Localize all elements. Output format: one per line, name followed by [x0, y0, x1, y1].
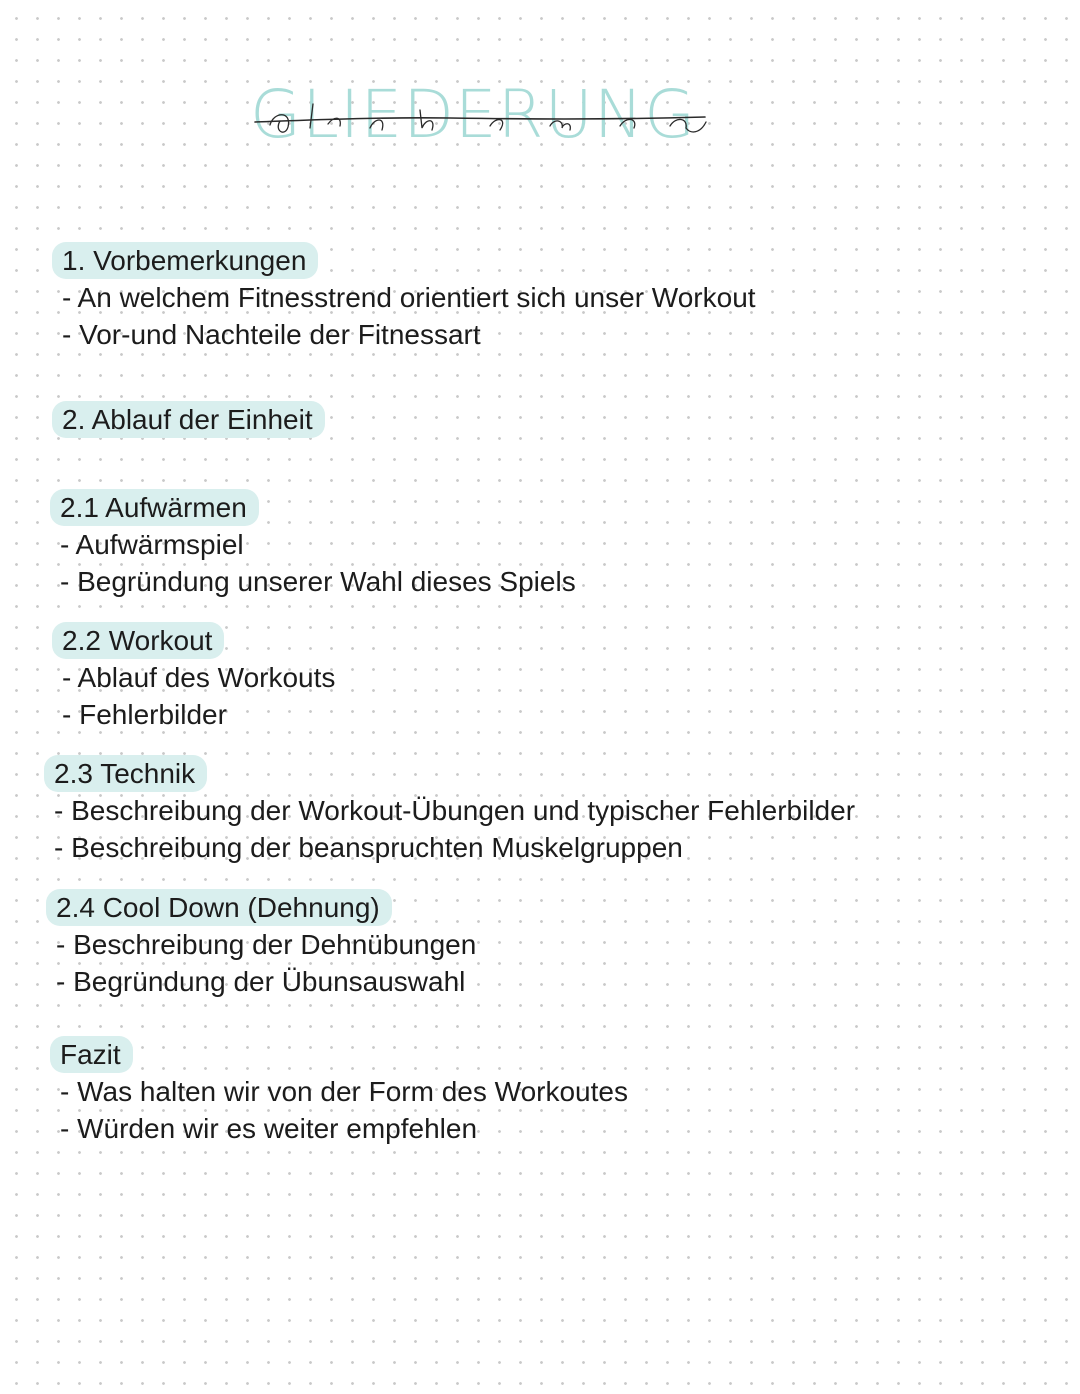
section-heading: 1. Vorbemerkungen	[52, 242, 318, 279]
list-item: - Beschreibung der beanspruchten Muskelgruppen	[54, 832, 683, 863]
list-item: - Beschreibung der Dehnübungen	[56, 929, 477, 960]
section-heading: 2.2 Workout	[52, 622, 224, 659]
section-heading: 2.3 Technik	[44, 755, 207, 792]
section-workout	[62, 622, 335, 733]
list-item: - Ablauf des Workouts	[62, 662, 336, 693]
section-ablauf	[62, 401, 325, 438]
list-item: - Was halten wir von der Form des Workoutes	[60, 1076, 628, 1107]
section-fazit	[60, 1036, 628, 1147]
list-item: - Beschreibung der Workout-Übungen und typischer Fehlerbilder	[54, 795, 856, 826]
section-heading: 2.1 Aufwärmen	[50, 489, 259, 526]
section-heading: 2.4 Cool Down (Dehnung)	[46, 889, 392, 926]
section-cool-down	[56, 889, 476, 1000]
list-item: - An welchem Fitnesstrend orientiert sich unser Workout	[62, 282, 756, 313]
list-item: - Begründung der Übunsauswahl	[56, 966, 466, 997]
section-heading: Fazit	[50, 1036, 133, 1073]
title-text: GLIEDERUNG	[250, 76, 697, 153]
section-aufwaermen	[60, 489, 576, 600]
list-item: - Fehlerbilder	[62, 699, 227, 730]
section-heading: 2. Ablauf der Einheit	[52, 401, 325, 438]
list-item: - Aufwärmspiel	[60, 529, 244, 560]
list-item: - Begründung unserer Wahl dieses Spiels	[60, 566, 576, 597]
section-technik	[54, 755, 855, 866]
list-item: - Würden wir es weiter empfehlen	[60, 1113, 478, 1144]
list-item: - Vor-und Nachteile der Fitnessart	[62, 319, 481, 350]
page-title	[250, 70, 720, 160]
section-vorbemerkungen	[62, 242, 756, 353]
title-scribble-decoration	[250, 70, 720, 160]
